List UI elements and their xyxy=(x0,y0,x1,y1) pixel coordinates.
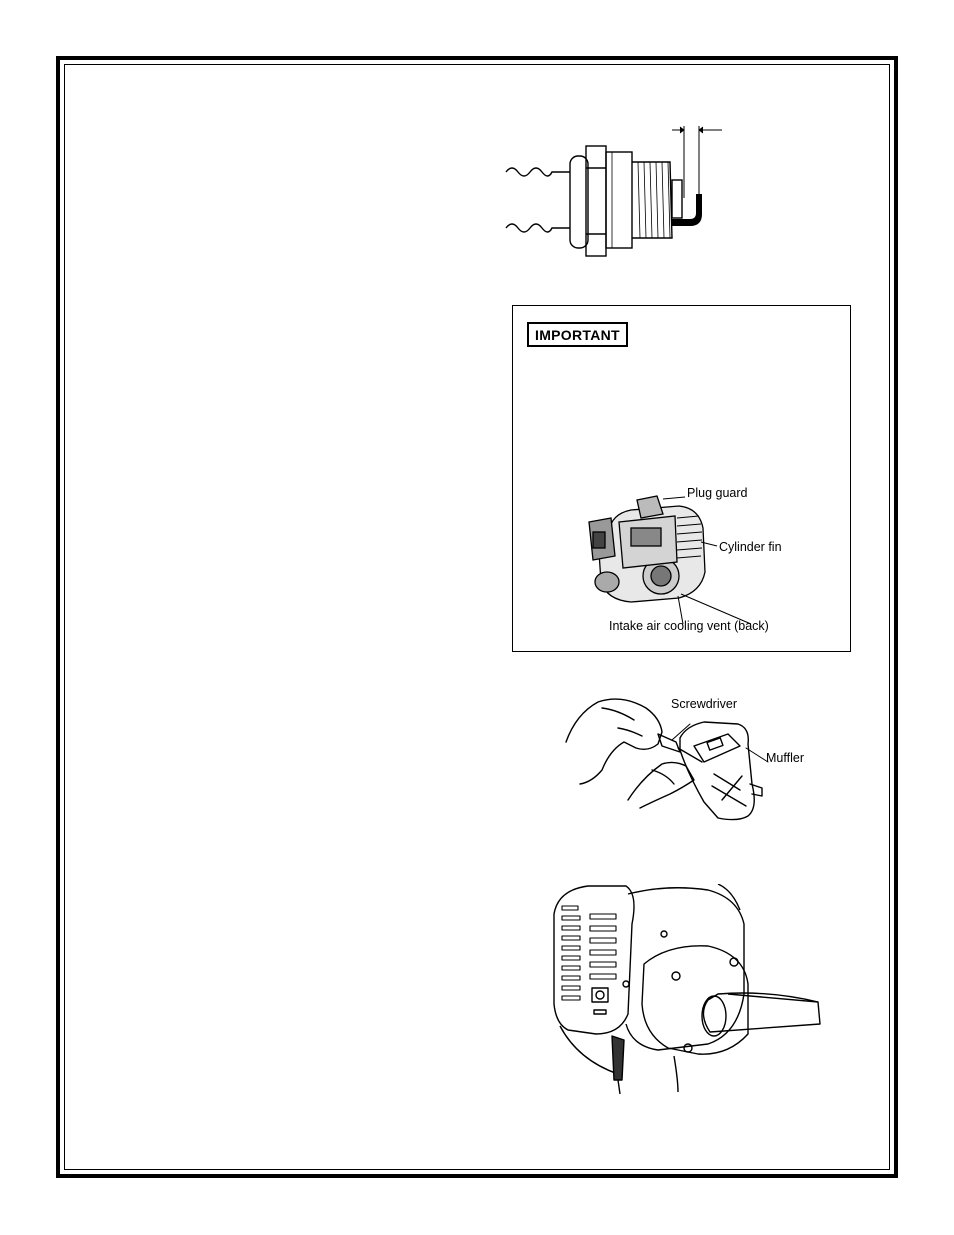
adjust-screw-port xyxy=(592,988,608,1002)
plug-guard-label: Plug guard xyxy=(687,486,748,500)
center-electrode xyxy=(672,180,682,218)
wavy-line-top xyxy=(506,168,570,176)
leader-lines xyxy=(513,306,852,653)
adjusting-screwdriver xyxy=(612,1036,624,1080)
housing-fins xyxy=(562,906,616,1000)
cylinder-fin-label: Cylinder fin xyxy=(719,540,782,554)
muffler-label: Muffler xyxy=(766,751,804,765)
spark-plug-figure xyxy=(500,118,730,258)
upper-hand xyxy=(566,699,662,784)
screwdriver xyxy=(658,734,680,752)
lower-hand xyxy=(628,762,694,808)
engine-adjust-figure xyxy=(548,884,824,1094)
important-notice-box xyxy=(512,305,851,652)
ground-electrode xyxy=(672,194,702,226)
plug-insulator xyxy=(570,156,588,248)
screwdriver-label: Screwdriver xyxy=(671,697,737,711)
plug-threads xyxy=(632,162,672,238)
wavy-line-bottom xyxy=(506,224,570,232)
important-tag: IMPORTANT xyxy=(527,322,628,347)
plug-hex xyxy=(586,146,606,256)
intake-vent-label: Intake air cooling vent (back) xyxy=(609,619,769,633)
